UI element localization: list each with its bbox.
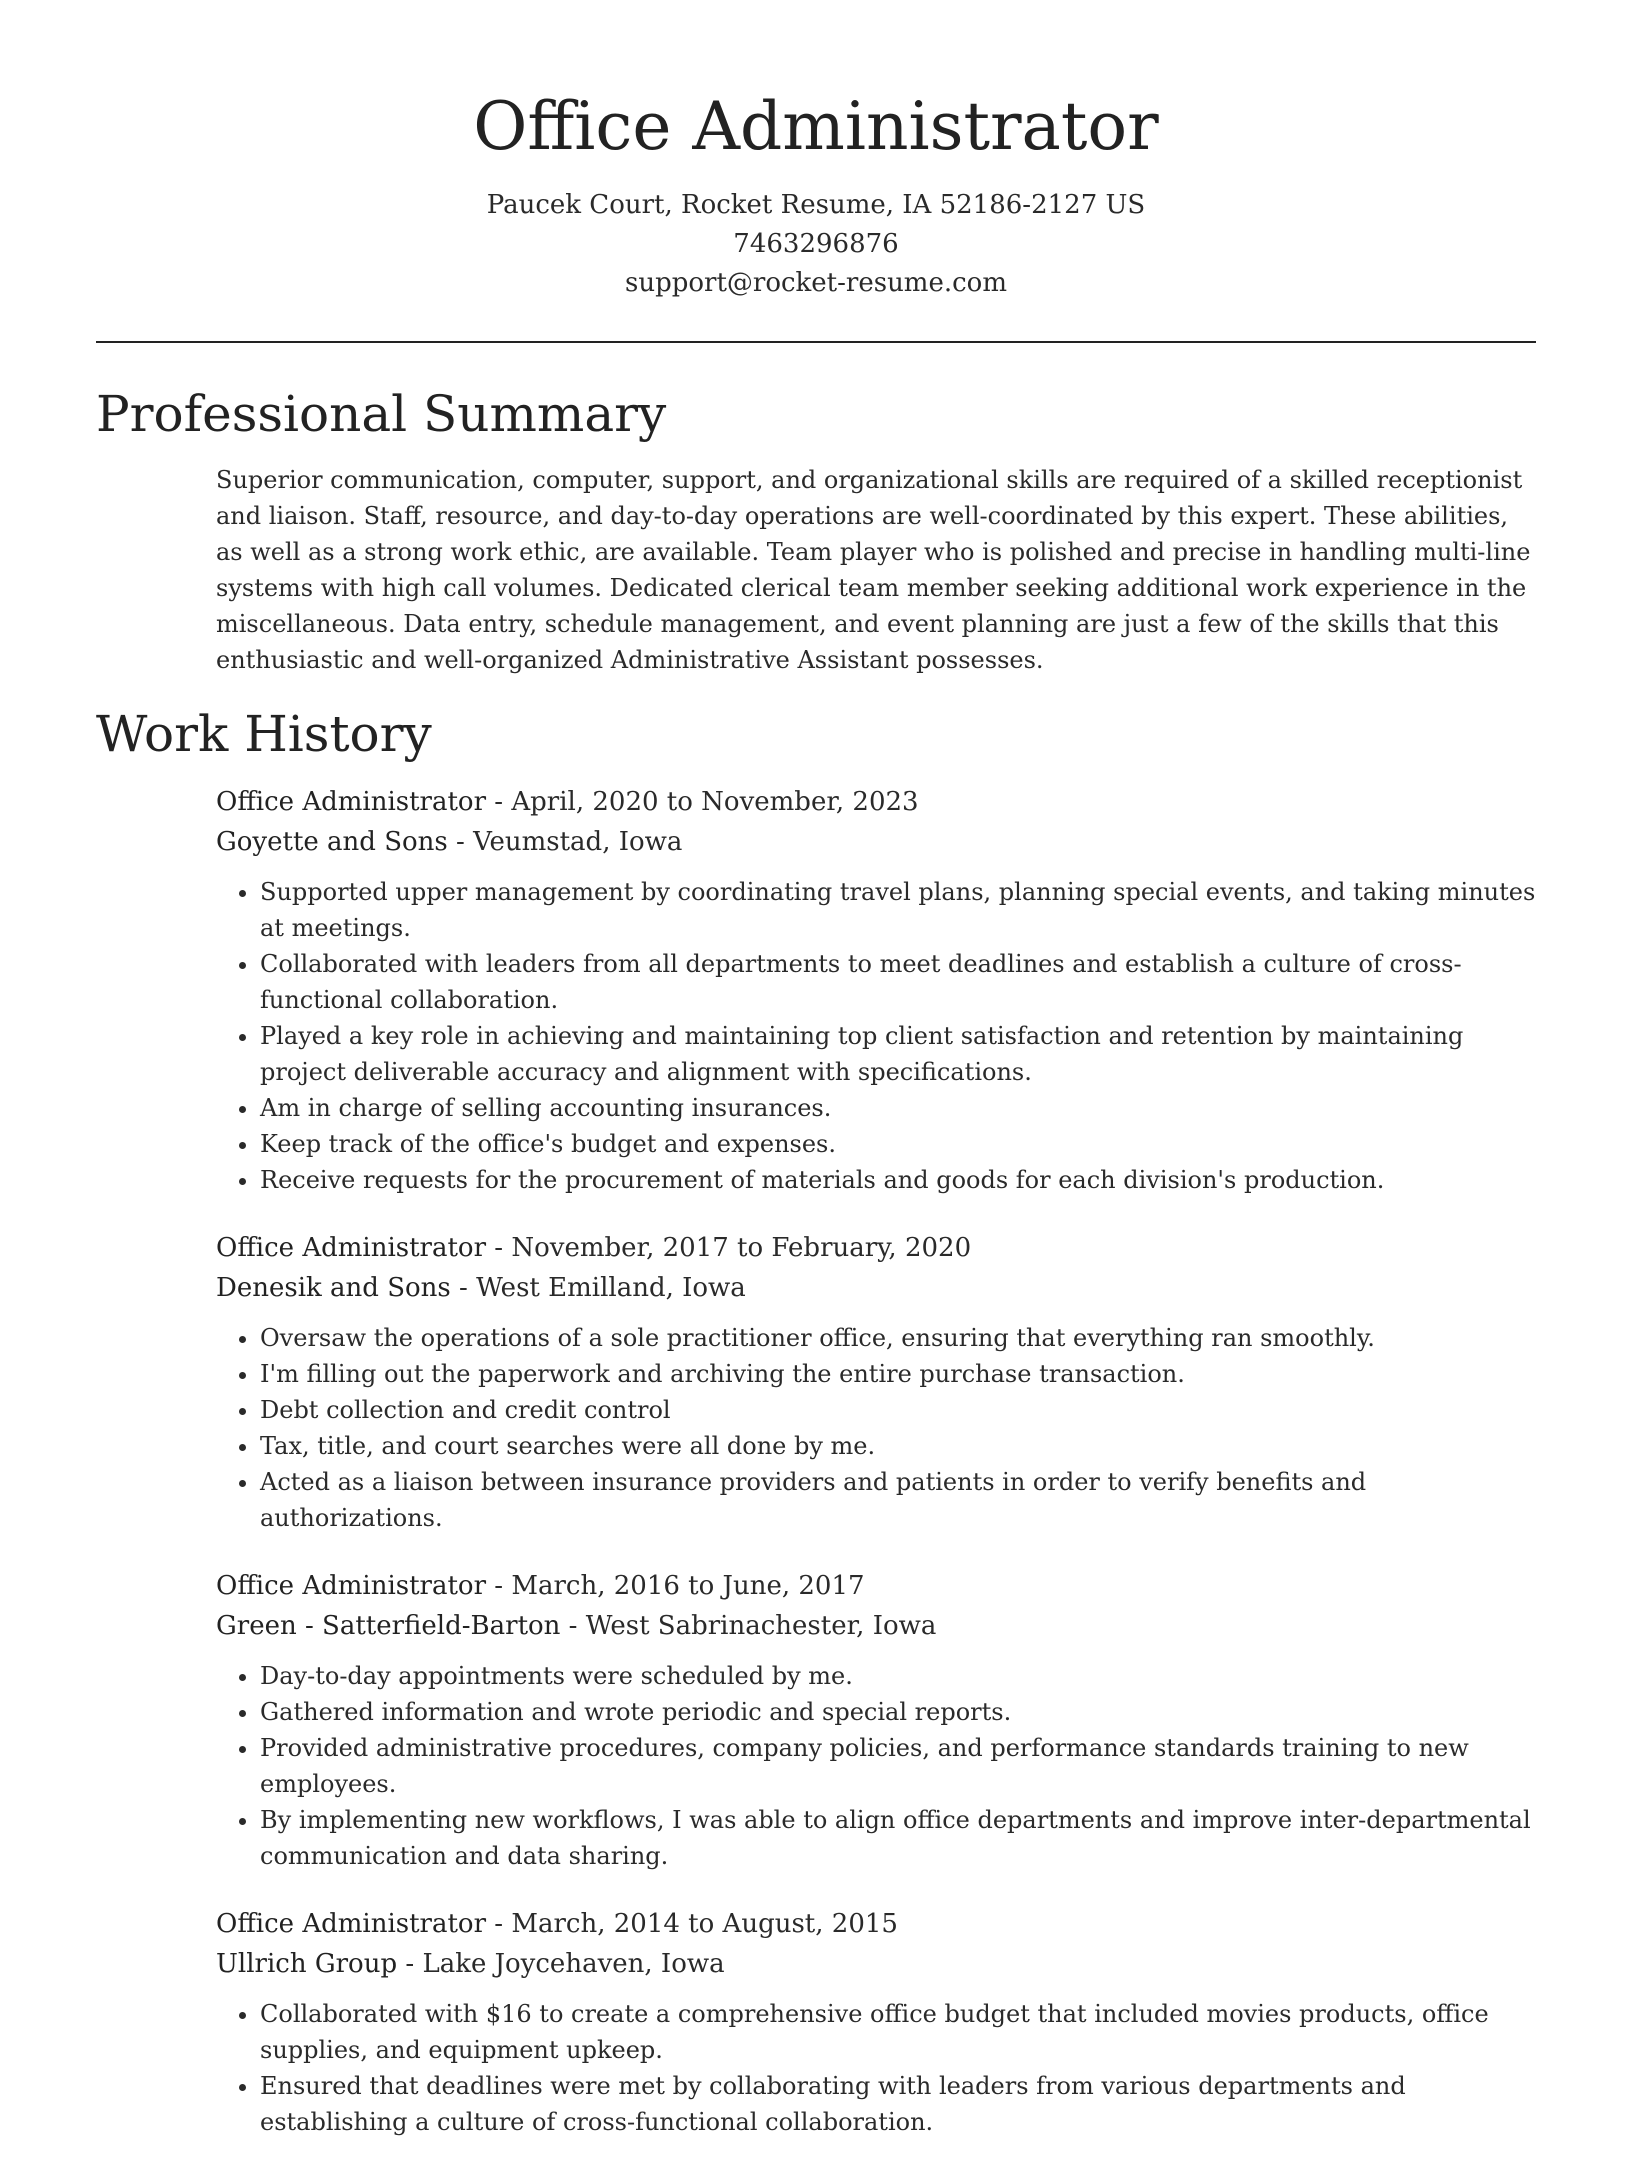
resume-header	[0, 0, 1632, 303]
job-title: Office Administrator	[216, 1571, 487, 1601]
job-bullet: • Oversaw the operations of a sole practitioner office, ensuring that everything ran smoothly.	[260, 1320, 1536, 1356]
address-text: Paucek Court, Rocket Resume, IA 52186-2127 US	[486, 190, 1146, 220]
job-title: Office Administrator	[216, 787, 487, 817]
job-company: Denesik and Sons	[216, 1273, 451, 1303]
work-history-heading: Work History	[96, 705, 432, 763]
candidate-name: Office Administrator	[473, 88, 1159, 165]
job-bullet: • Tax, title, and court searches were all done by me.	[260, 1428, 1536, 1464]
summary-text: Superior communication, computer, support, and organizational skills are required of a skilled receptionist and liaison. Staff, resource, and day-to-day operations are well-coordinated by this expert. These abilities, as well as a strong work ethic, are available. Team player who is polished and precise in handling multi-line systems with high call volumes. Dedicated clerical team member seeking additional work experience in the miscellaneous. Data entry, schedule management, and event planning are just a few of the skills that this enthusiastic and well-organized Administrative Assistant possesses.	[216, 466, 1531, 674]
job-location: Veumstad, Iowa	[473, 827, 683, 857]
job-company-line: Green - Satterfield-Barton - West Sabrinachester, Iowa	[216, 1611, 937, 1641]
job-entry	[216, 1566, 1536, 1874]
job-bullet: • Receive requests for the procurement of materials and goods for each division's production.	[260, 1162, 1536, 1198]
job-bullet: • Ensured that deadlines were met by collaborating with leaders from various departments and establishing a culture of cross-functional collaboration.	[260, 2068, 1536, 2140]
job-title-line: Office Administrator - March, 2016 to June, 2017	[216, 1571, 865, 1601]
job-entry	[216, 782, 1536, 1198]
job-location: West Sabrinachester, Iowa	[585, 1611, 937, 1641]
job-title-line: Office Administrator - November, 2017 to February, 2020	[216, 1233, 972, 1263]
email-text: support@rocket-resume.com	[624, 268, 1007, 298]
job-dates: November, 2017 to February, 2020	[511, 1233, 972, 1263]
job-location: Lake Joycehaven, Iowa	[422, 1949, 725, 1979]
job-dates: March, 2014 to August, 2015	[511, 1909, 898, 1939]
job-bullet: • Supported upper management by coordinating travel plans, planning special events, and taking minutes at meetings.	[260, 874, 1536, 946]
job-bullets	[216, 1658, 1536, 1874]
job-bullet: • Day-to-day appointments were scheduled by me.	[260, 1658, 1536, 1694]
job-entry	[216, 1904, 1536, 2140]
job-title: Office Administrator	[216, 1233, 487, 1263]
job-bullet: • Collaborated with leaders from all departments to meet deadlines and establish a culture of cross-functional collaboration.	[260, 946, 1536, 1018]
job-dates: April, 2020 to November, 2023	[511, 787, 919, 817]
job-bullet: • Collaborated with $16 to create a comprehensive office budget that included movies products, office supplies, and equipment upkeep.	[260, 1996, 1536, 2068]
job-bullet: • Acted as a liaison between insurance providers and patients in order to verify benefits and authorizations.	[260, 1464, 1536, 1536]
job-bullet: • Provided administrative procedures, company policies, and performance standards training to new employees.	[260, 1730, 1536, 1802]
job-bullet: • Gathered information and wrote periodic and special reports.	[260, 1694, 1536, 1730]
header-divider	[96, 341, 1536, 343]
job-entry	[216, 1228, 1536, 1536]
job-bullet: • I'm filling out the paperwork and archiving the entire purchase transaction.	[260, 1356, 1536, 1392]
job-bullet: • Am in charge of selling accounting insurances.	[260, 1090, 1536, 1126]
job-location: West Emilland, Iowa	[476, 1273, 746, 1303]
job-company-line: Goyette and Sons - Veumstad, Iowa	[216, 827, 683, 857]
contact-block	[0, 186, 1632, 303]
job-company-line: Denesik and Sons - West Emilland, Iowa	[216, 1273, 746, 1303]
job-bullets	[216, 1996, 1536, 2140]
job-bullet: • Debt collection and credit control	[260, 1392, 1536, 1428]
job-dates: March, 2016 to June, 2017	[511, 1571, 865, 1601]
work-history-list	[216, 782, 1536, 2170]
summary-heading: Professional Summary	[96, 385, 667, 443]
job-bullets	[216, 1320, 1536, 1536]
phone-text: 7463296876	[733, 229, 899, 259]
job-company: Green - Satterfield-Barton	[216, 1611, 561, 1641]
job-bullet: • Played a key role in achieving and maintaining top client satisfaction and retention by maintaining project deliverable accuracy and alignment with specifications.	[260, 1018, 1536, 1090]
job-title-line: Office Administrator - March, 2014 to August, 2015	[216, 1909, 898, 1939]
job-company-line: Ullrich Group - Lake Joycehaven, Iowa	[216, 1949, 725, 1979]
job-bullet: • Keep track of the office's budget and expenses.	[260, 1126, 1536, 1162]
job-company: Goyette and Sons	[216, 827, 448, 857]
job-title-line: Office Administrator - April, 2020 to November, 2023	[216, 787, 919, 817]
job-company: Ullrich Group	[216, 1949, 398, 1979]
job-bullets	[216, 874, 1536, 1198]
job-bullet: • By implementing new workflows, I was able to align office departments and improve inter-departmental communication and data sharing.	[260, 1802, 1536, 1874]
job-title: Office Administrator	[216, 1909, 487, 1939]
